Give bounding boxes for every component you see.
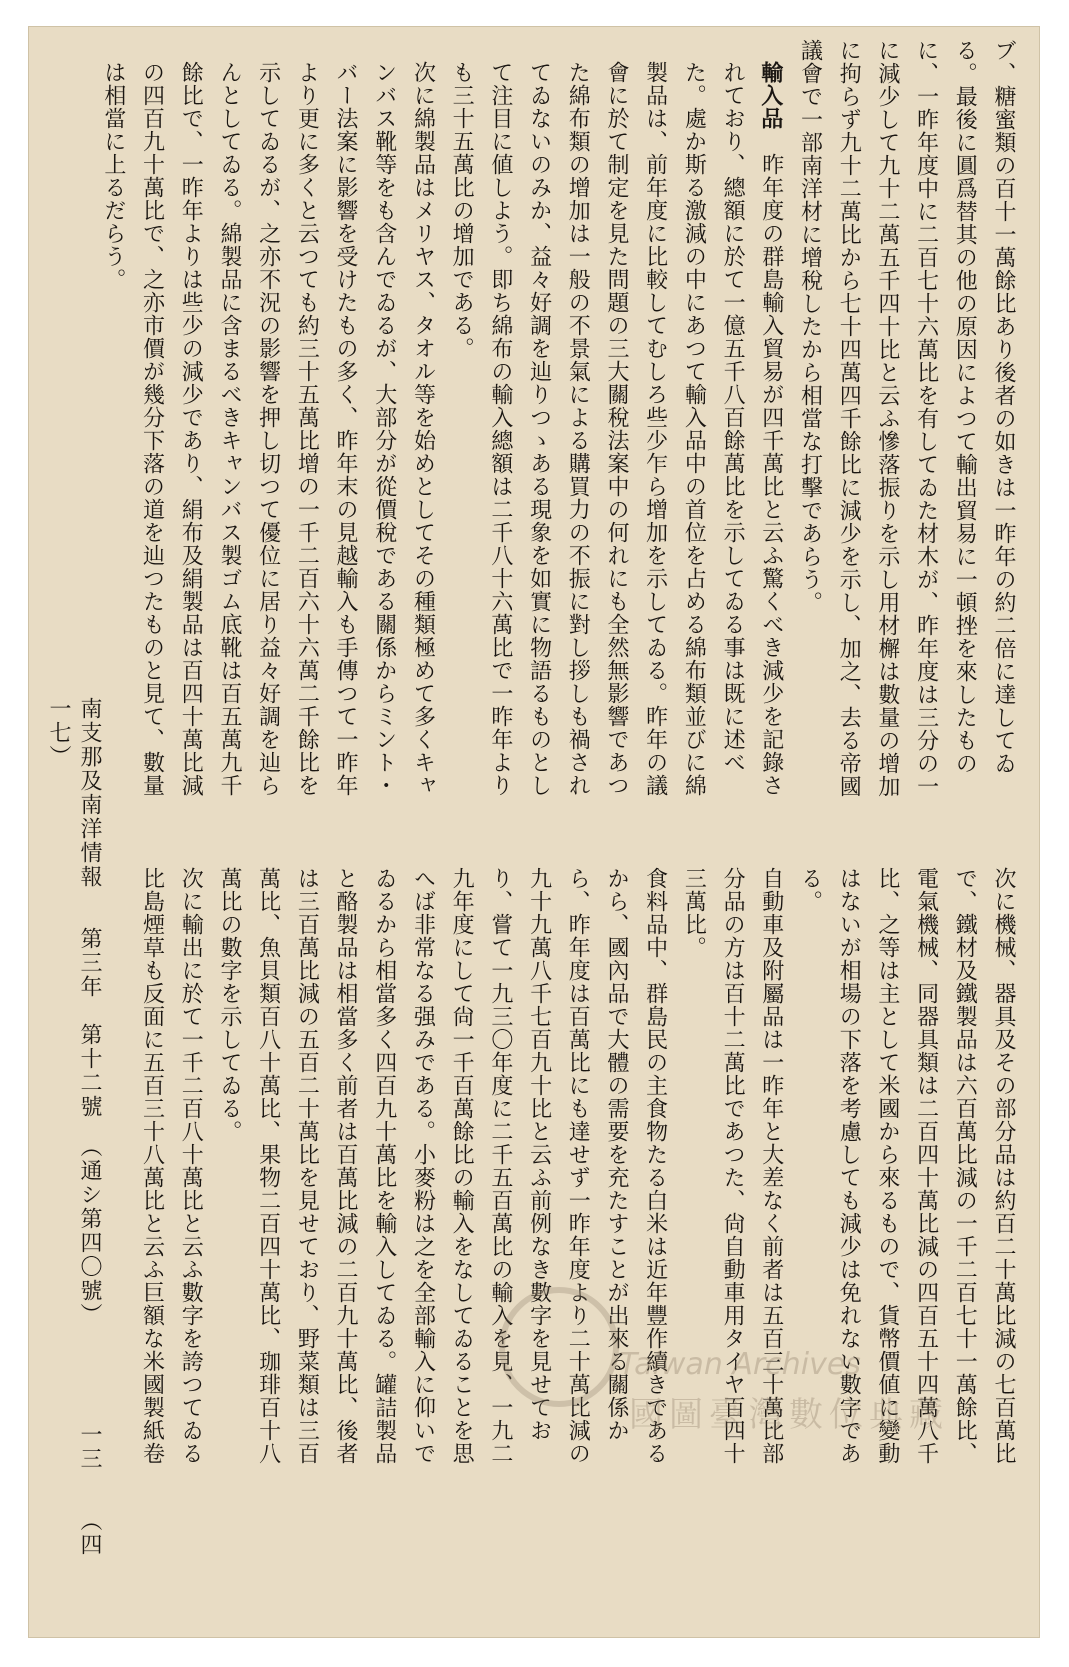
paragraph-text: 自動車及附屬品は一昨年と大差なく前者は五百三十萬比部分品の方は百十二萬比であつた、尙自動車用タイヤ百四十三萬比。	[681, 867, 784, 1465]
paragraph-exports-end	[790, 39, 1022, 799]
paragraph-text: 次に綿製品はメリヤス、タオル等を始めとしてその種類極めて多くキャンバス靴等をも含んでゐるが、大部分が從價稅である關係からミント・バー法案に影響を受けたもの多く、昨年末の見越輸入も手傳つて一昨年より更に多くと云つても約三十五萬比增の一千二百六十六萬二千餘比を示してゐるが、之亦不況の影響を押し切つて優位に居り益々好調を辿らんとしてゐる。綿製品に含まるべきキャンバス製ゴム底靴は百五萬九千餘比で、一昨年よりは些少の減少であり、絹布及絹製品は百四十萬比減の四百九十萬比で、之亦市價が幾分下落の道を辿つたものと見て、數量は相當に上るだらう。	[100, 61, 436, 797]
paragraph-text: ブ、糖蜜類の百十一萬餘比あり後者の如きは一昨年の約二倍に達してゐる。最後に圓爲替其の他の原因によつて輸出貿易に一頓挫を來したものに、一昨年度中に二百七十六萬比を有してゐた材木が、昨年度は三分の一に減少して九十二萬五千四十比と云ふ慘落振りを示し用材檞は數量の增加に拘らず九十二萬比から七十四萬四千餘比に減少を示し、加之、去る帝國議會で一部南洋材に增稅したから相當な打擊であらう。	[797, 39, 1016, 798]
paragraph-tobacco	[133, 845, 209, 1485]
paragraph-cotton-products	[97, 39, 441, 799]
issue-number: 第十二號	[77, 1023, 102, 1119]
total-page-number: （四一七）	[46, 697, 102, 1557]
paragraph-imports	[441, 39, 789, 799]
paragraph-machinery	[790, 845, 1022, 1485]
watermark-english: Taiwan Archives	[619, 1347, 861, 1382]
paragraph-text: 昨年度の群島輸入貿易が四千萬比と云ふ驚くべき減少を記錄されており、總額に於て一億五千八百餘萬比を示してゐる事は既に述べた。處か斯る激減の中にあつて輸入品中の首位を占める綿布類並びに綿製品は、前年度に比較してむしろ些少乍ら增加を示してゐる。昨年の議會に於て制定を見た問題の三大關稅法案中の何れにも全然無影響であつた綿布類の增加は一般の不景氣による購買力の不振に對し拶しも禍されてゐないのみか、益々好調を辿りつゝある現象を如實に物語るものとして注目に値しよう。即ち綿布の輸入總額は二千八十六萬比で一昨年よりも三十五萬比の增加である。	[449, 61, 784, 797]
paragraph-text: 次に輸出に於て一千二百八十萬比と云ふ數字を誇つてゐる比島煙草も反面に五百三十八萬比と云ふ巨額な米國製紙卷	[139, 867, 204, 1465]
cumulative-issue: （通シ第四〇號）	[77, 1135, 102, 1327]
lower-text-block	[133, 845, 1022, 1485]
watermark-chinese: 國圖臺灣數位典藏	[629, 1395, 949, 1435]
paragraph-automobiles	[674, 845, 790, 1485]
page-number: 一三	[77, 1423, 102, 1471]
section-heading-imports: 輸入品	[757, 61, 784, 130]
paragraph-text: 食料品中、群島民の主食物たる白米は近年豐作續きであるから、國內品で大體の需要を充たすことが出來る關係から、昨年度は百萬比にも達せず一昨年度より二十萬比減の九十九萬八千七百九十比と云ふ前例なき數字を見せており、嘗て一九三〇年度に二千五百萬比の輸入を見、一九二九年度にして尙一千百萬餘比の輸入をなしてゐることを思へば非常なる强みである。小麥粉は之を全部輸入に仰いでゐるから相當多く四百九十萬比を輸入してゐる。罐詰製品と酪製品は相當多く前者は百萬比減の二百九十萬比、後者は三百萬比減の五百二十萬比を見せており、野菜類は三百萬比、魚貝類百八十萬比、果物二百四十萬比、珈琲百十八萬比の數字を示してゐる。	[216, 867, 668, 1465]
document-page	[28, 26, 1040, 1638]
journal-title: 南支那及南洋情報	[77, 697, 102, 889]
volume-number: 第三年	[77, 927, 102, 999]
page-footer	[46, 697, 105, 1577]
paragraph-foodstuffs	[209, 845, 673, 1485]
upper-text-block	[97, 39, 1022, 799]
paragraph-text: 次に機械、器具及その部分品は約百二十萬比減の七百萬比で、鐵材及鐵製品は六百萬比減の一千二百七十一萬餘比、電氣機械、同器具類は二百四十萬比減の四百五十四萬八千比、之等は主として米國から來るもので、貨幣價値に變動はないが相場の下落を考慮しても減少は免れない數字である。	[797, 867, 1016, 1465]
